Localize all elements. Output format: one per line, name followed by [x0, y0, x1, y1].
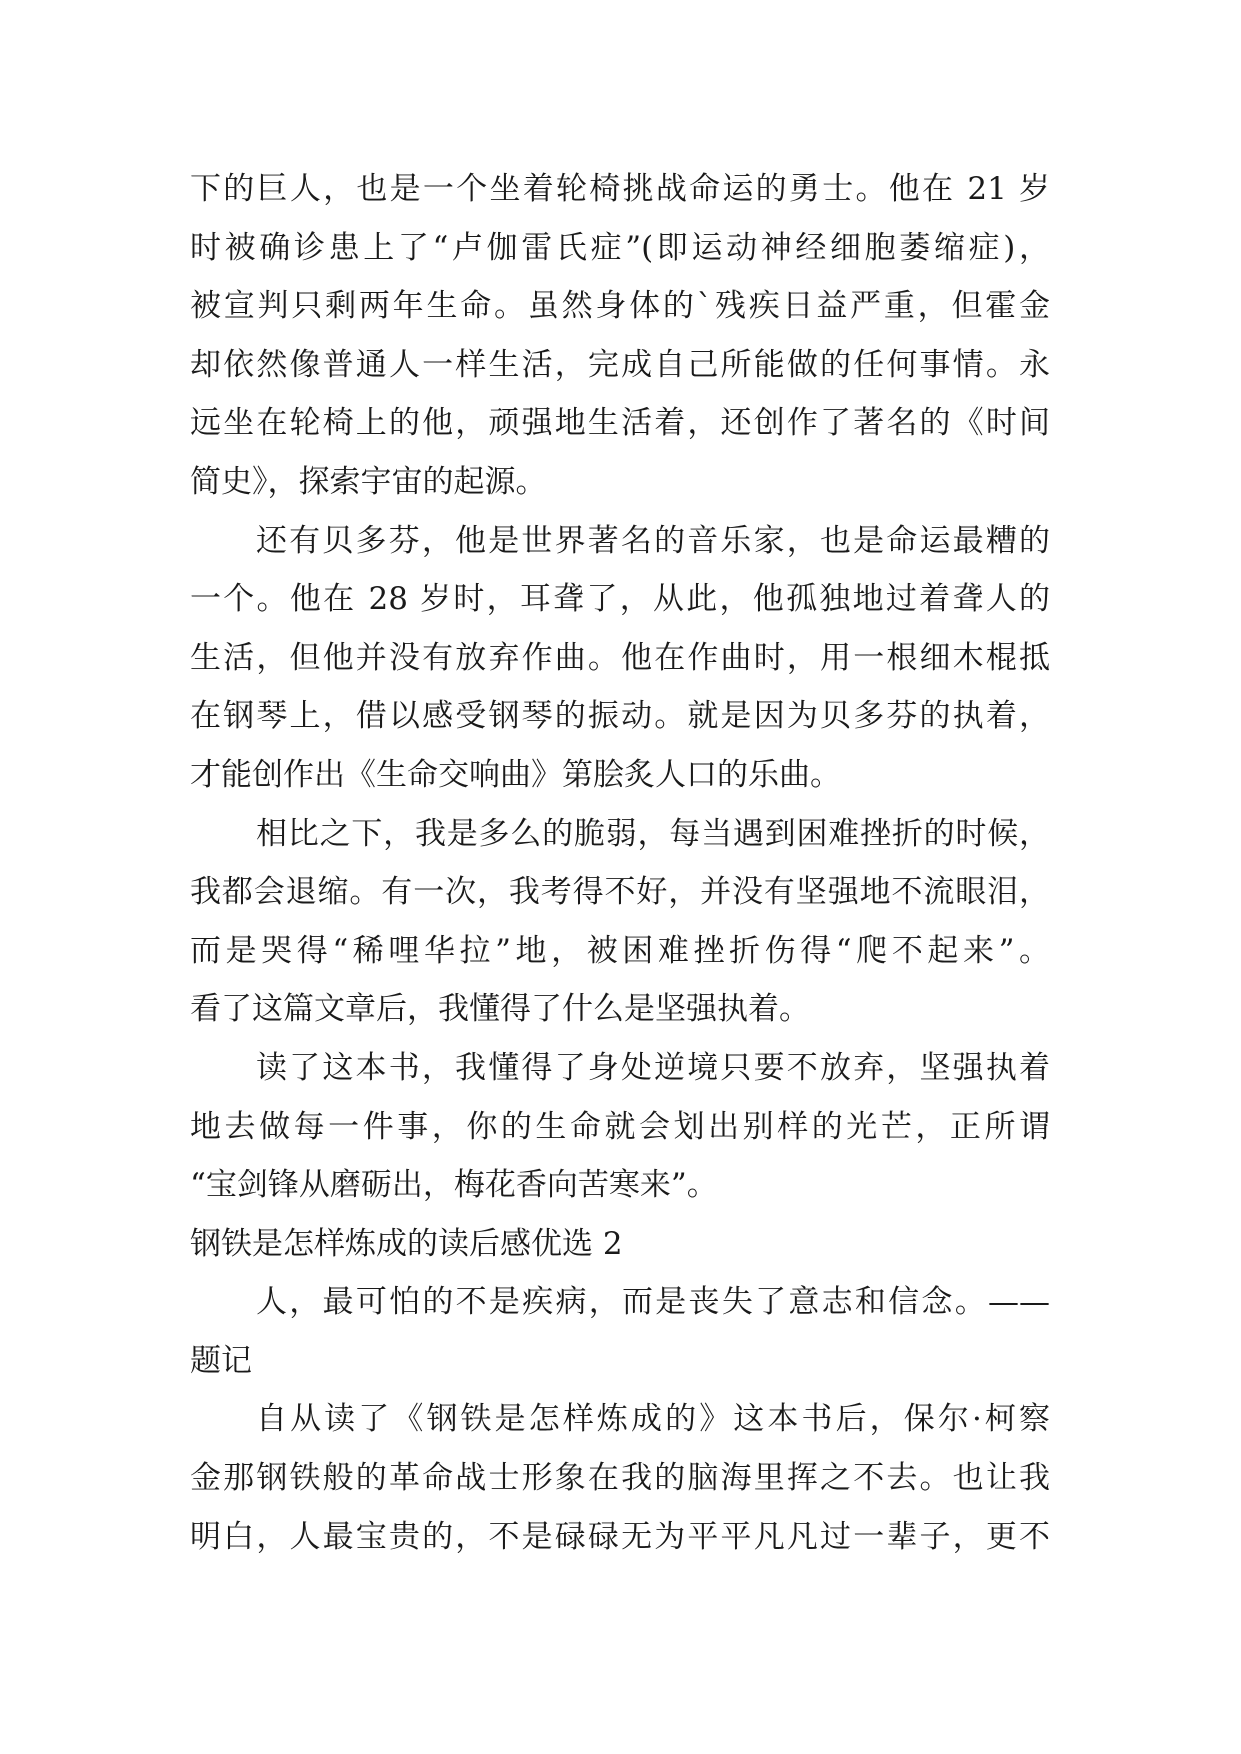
text-line: 才能创作出《生命交响曲》第脍炙人口的乐曲。 — [190, 756, 841, 793]
text-line: 而是哭得“稀哩华拉”地，被困难挫折伤得“爬不起来”。 — [190, 932, 1050, 969]
document-body — [190, 160, 1050, 1566]
text-line: 生活，但他并没有放弃作曲。他在作曲时，用一根细木棍抵 — [190, 639, 1050, 676]
text-line: 被宣判只剩两年生命。虽然身体的`残疾日益严重，但霍金 — [190, 288, 1050, 325]
text-line: 一个。他在 28 岁时，耳聋了，从此，他孤独地过着聋人的 — [190, 581, 1050, 618]
text-line: 下的巨人，也是一个坐着轮椅挑战命运的勇士。他在 21 岁 — [190, 171, 1050, 207]
text-line: 在钢琴上，借以感受钢琴的振动。就是因为贝多芬的执着， — [190, 698, 1050, 735]
text-line: 简史》，探索宇宙的起源。 — [190, 463, 547, 500]
text-line: 却依然像普通人一样生活，完成自己所能做的任何事情。永 — [190, 346, 1050, 383]
text-line: 看了这篇文章后，我懂得了什么是坚强执着。 — [190, 991, 810, 1028]
text-line: 自从读了《钢铁是怎样炼成的》这本书后，保尔·柯察 — [256, 1401, 1050, 1438]
text-line: 相比之下，我是多么的脆弱，每当遇到困难挫折的时候， — [256, 815, 1050, 852]
text-line: 地去做每一件事，你的生命就会划出别样的光芒，正所谓 — [190, 1108, 1050, 1145]
text-line: 题记 — [190, 1342, 252, 1379]
text-line: 还有贝多芬，他是世界著名的音乐家，也是命运最糟的 — [256, 522, 1050, 559]
text-line: 读了这本书，我懂得了身处逆境只要不放弃，坚强执着 — [256, 1049, 1050, 1086]
text-line: 时被确诊患上了“卢伽雷氏症”(即运动神经细胞萎缩症)， — [190, 229, 1050, 266]
text-line: “宝剑锋从磨砺出，梅花香向苦寒来”。 — [190, 1167, 718, 1204]
text-line: 钢铁是怎样炼成的读后感优选 2 — [190, 1225, 623, 1262]
text-line: 远坐在轮椅上的他，顽强地生活着，还创作了著名的《时间 — [190, 405, 1050, 442]
text-line: 明白，人最宝贵的，不是碌碌无为平平凡凡过一辈子，更不 — [190, 1518, 1050, 1555]
text-line: 金那钢铁般的革命战士形象在我的脑海里挥之不去。也让我 — [190, 1460, 1050, 1497]
text-line: 我都会退缩。有一次，我考得不好，并没有坚强地不流眼泪， — [190, 874, 1050, 911]
text-line: 人，最可怕的不是疾病，而是丧失了意志和信念。—— — [256, 1284, 1050, 1321]
